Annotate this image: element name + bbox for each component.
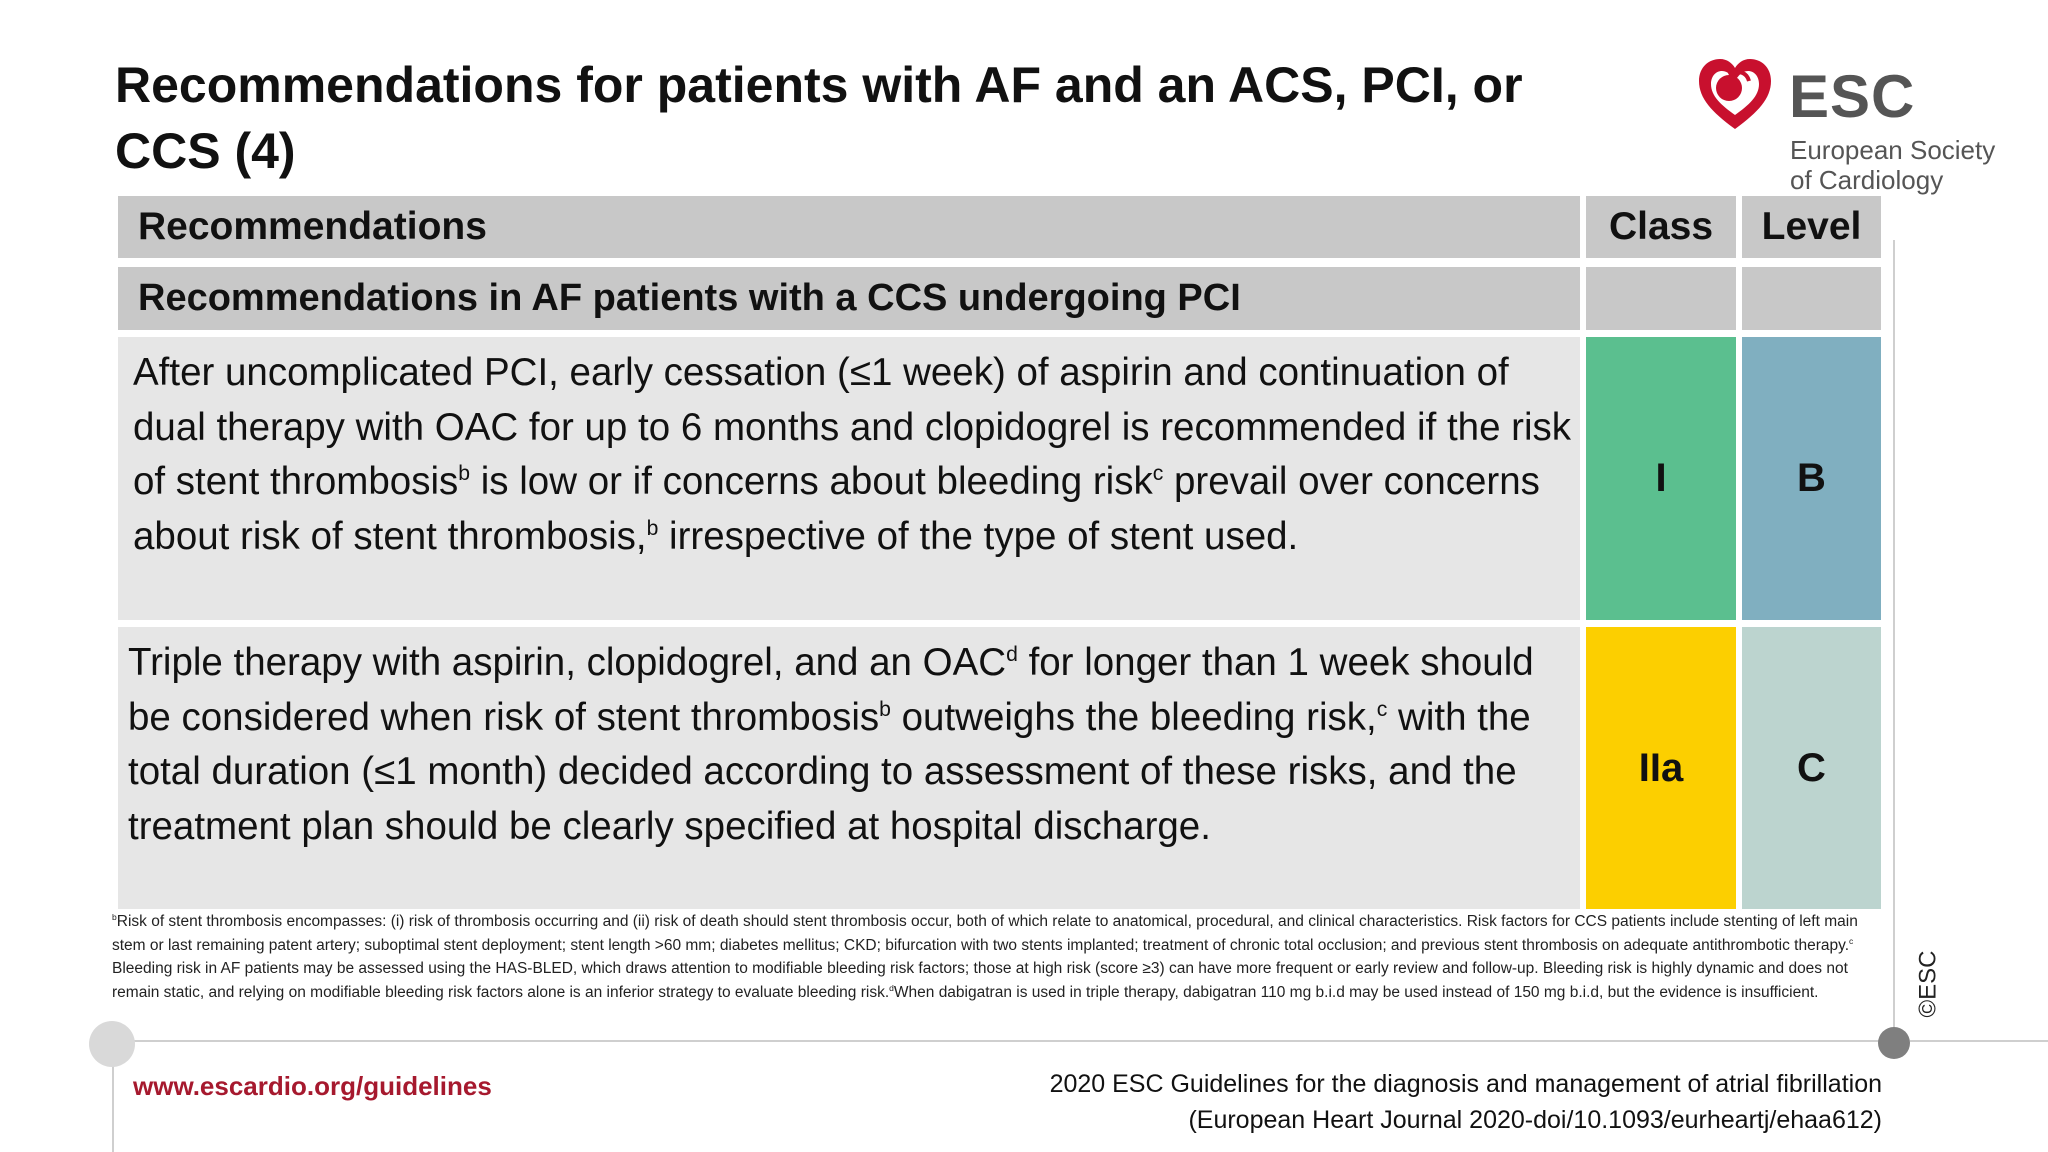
footnote: $^b$Risk of stent thrombosis encompasses: (i) risk of thrombosis occurring and (ii) risk of death should stent thrombosis occur, both of which relate to anatomical, procedural, and clinical characteristics. Risk factors for CCS patients include stenting of left main stem or last remaining patent artery; suboptimal stent deployment; stent length >60 mm; diabetes mellitus; CKD; bifurcation with two stents implanted; treatment of chronic total occlusion; and previous stent thrombosis on adequate antithrombotic therapy.$^c$ Bleeding risk in AF patients may be assessed using the HAS-BLED, which draws attention to modifiable bleeding risk factors; those at high risk (score ≥3) can have more frequent or early review and follow-up. Bleeding risk is highly dynamic and does not remain static, and relying on modifiable bleeding risk factors alone is an inferior strategy to evaluate bleeding risk.$^d$When dabigatran is used in triple therapy, dabigatran 110 mg b.i.d may be used instead of 150 mg b.i.d, but the evidence is insufficient. bbox=[112, 911, 1858, 1001]
recommendation-text-2: Triple therapy with aspirin, clopidogrel, and an OAC$^d$ for longer than 1 week should be considered when risk of stent thrombosis$^b$ outweighs the bleeding risk,$^c$ with the total duration (≤1 month) decided according to assessment of these risks, and the treatment plan should be clearly specified at hospital discharge. bbox=[118, 627, 1580, 909]
heart-logo-icon bbox=[1695, 55, 1775, 135]
logo-subtitle: European Society of Cardiology bbox=[1790, 135, 1996, 195]
header-class: Class bbox=[1586, 196, 1736, 258]
section-heading: Recommendations in AF patients with a CCS undergoing PCI bbox=[118, 267, 1580, 330]
reference bbox=[882, 1066, 1882, 1138]
recommendation-text-1: After uncomplicated PCI, early cessation (≤1 week) of aspirin and continuation of dual therapy with OAC for up to 6 months and clopidogrel is recommended if the risk of stent thrombosis$^b$ is low or if concerns about bleeding risk$^c$ prevail over concerns about risk of stent thrombosis,$^b$ irrespective of the type of stent used. bbox=[118, 337, 1580, 620]
logo-wordmark: ESC bbox=[1789, 63, 1916, 130]
right-divider-line bbox=[1910, 1040, 2048, 1042]
header-recommendations: Recommendations bbox=[118, 196, 1580, 258]
class-cell-1: I bbox=[1586, 337, 1736, 620]
bottom-divider-line bbox=[132, 1040, 1892, 1042]
section-level-empty bbox=[1742, 267, 1881, 330]
esc-logo bbox=[1695, 55, 2025, 195]
copyright bbox=[1905, 930, 1965, 1040]
guidelines-link[interactable]: www.escardio.org/guidelines bbox=[133, 1071, 492, 1101]
copyright-text: ©ESC bbox=[1914, 950, 1942, 1018]
class-cell-2: IIa bbox=[1586, 627, 1736, 909]
right-frame-line bbox=[1893, 240, 1895, 1030]
level-cell-1: B bbox=[1742, 337, 1881, 620]
reference-line-2: (European Heart Journal 2020-doi/10.1093/eurheartj/ehaa612) bbox=[1188, 1106, 1882, 1134]
page-title: Recommendations for patients with AF and an ACS, PCI, or CCS (4) bbox=[115, 57, 1523, 179]
left-dot bbox=[89, 1021, 135, 1067]
reference-line-1: 2020 ESC Guidelines for the diagnosis and management of atrial fibrillation bbox=[1049, 1070, 1882, 1098]
header-level: Level bbox=[1742, 196, 1881, 258]
level-cell-2: C bbox=[1742, 627, 1881, 909]
section-class-empty bbox=[1586, 267, 1736, 330]
